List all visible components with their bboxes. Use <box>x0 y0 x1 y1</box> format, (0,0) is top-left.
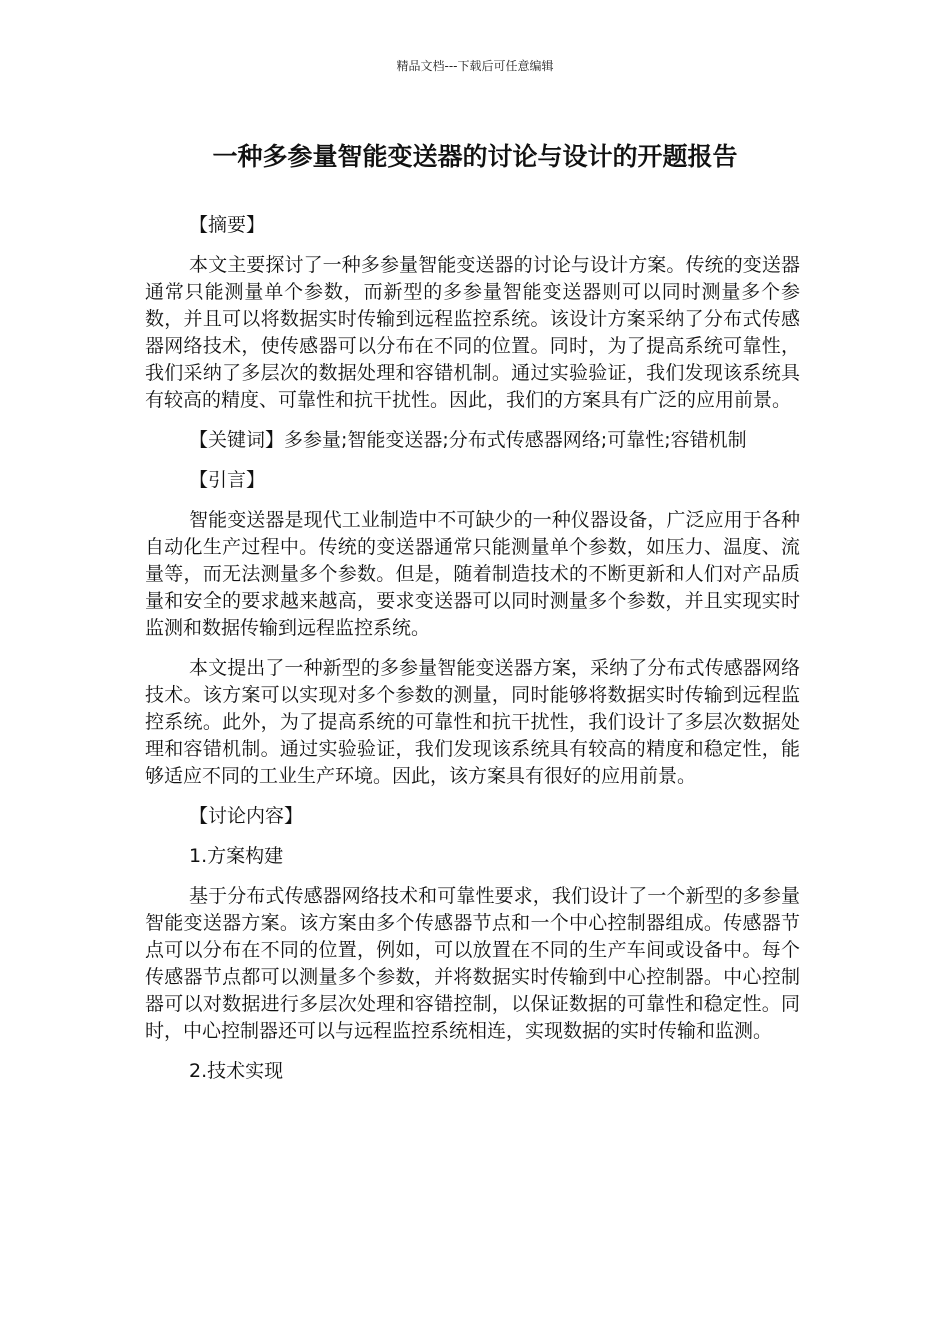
discussion-paragraph-1: 基于分布式传感器网络技术和可靠性要求，我们设计了一个新型的多参量智能变送器方案。该方案由多个传感器节点和一个中心控制器组成。传感器节点可以分布在不同的位置，例如，可以放置在不同的生产车间或设备中。每个传感器节点都可以测量多个参数，并将数据实时传输到中心控制器。中心控制器可以对数据进行多层次处理和容错控制，以保证数据的可靠性和稳定性。同时，中心控制器还可以与远程监控系统相连，实现数据的实时传输和监测。 <box>145 885 800 1042</box>
intro-paragraph-2: 本文提出了一种新型的多参量智能变送器方案，采纳了分布式传感器网络技术。该方案可以实现对多个参数的测量，同时能够将数据实时传输到远程监控系统。此外，为了提高系统的可靠性和抗干扰性，我们设计了多层次数据处理和容错机制。通过实验验证，我们发现该系统具有较高的精度和稳定性，能够适应不同的工业生产环境。因此，该方案具有很好的应用前景。 <box>145 657 800 787</box>
page-header: 精品文档---下载后可任意编辑 <box>396 59 554 73</box>
intro-paragraph-1: 智能变送器是现代工业制造中不可缺少的一种仪器设备，广泛应用于各种自动化生产过程中。传统的变送器通常只能测量单个参数，如压力、温度、流量等，而无法测量多个参数。但是，随着制造技术的不断更新和人们对产品质量和安全的要求越来越高，要求变送器可以同时测量多个参数，并且实现实时监测和数据传输到远程监控系统。 <box>145 509 800 639</box>
discussion-heading: 【讨论内容】 <box>189 805 304 827</box>
intro-heading: 【引言】 <box>189 469 266 491</box>
document-title: 一种多参量智能变送器的讨论与设计的开题报告 <box>212 142 738 171</box>
document-body <box>145 212 800 1085</box>
abstract-heading: 【摘要】 <box>189 214 266 236</box>
abstract-text: 本文主要探讨了一种多参量智能变送器的讨论与设计方案。传统的变送器通常只能测量单个参数，而新型的多参量智能变送器则可以同时测量多个参数，并且可以将数据实时传输到远程监控系统。该设计方案采纳了分布式传感器网络技术，使传感器可以分布在不同的位置。同时，为了提高系统可靠性，我们采纳了多层次的数据处理和容错机制。通过实验验证，我们发现该系统具有较高的精度、可靠性和抗干扰性。因此，我们的方案具有广泛的应用前景。 <box>145 254 800 411</box>
subsection-2-heading: 2.技术实现 <box>189 1060 284 1082</box>
subsection-1-heading: 1.方案构建 <box>189 845 284 867</box>
keywords-line: 【关键词】多参量;智能变送器;分布式传感器网络;可靠性;容错机制 <box>189 429 747 451</box>
